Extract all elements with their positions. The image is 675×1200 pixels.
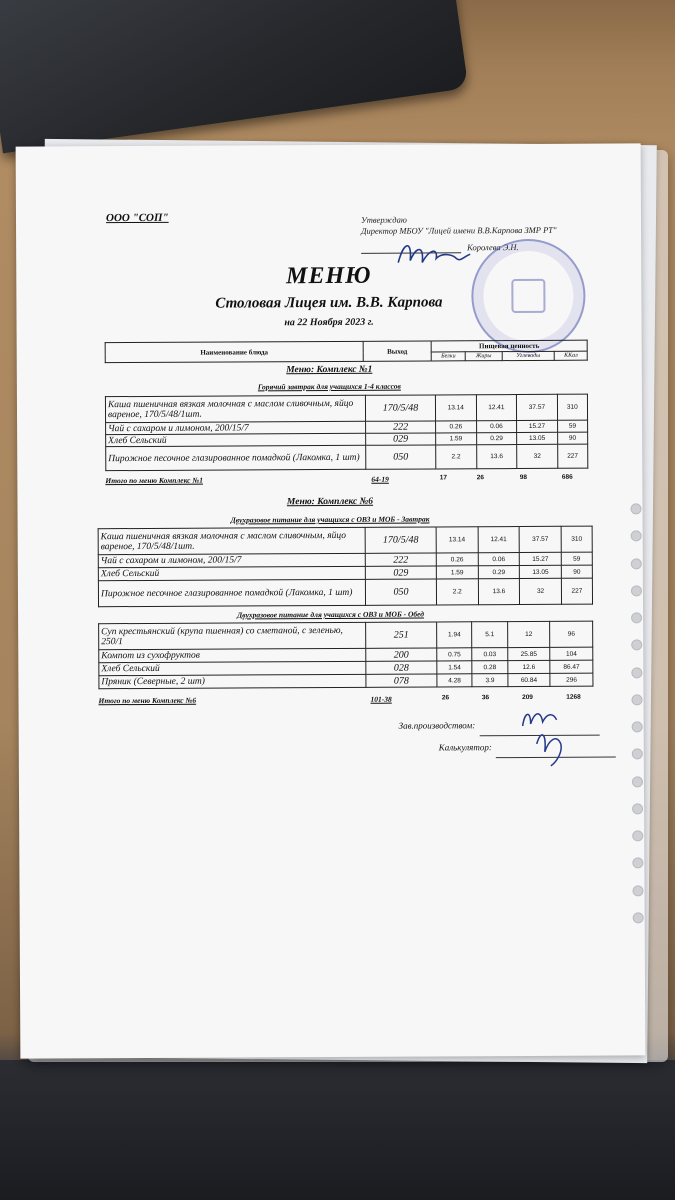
dish-kcal: 59 (557, 420, 587, 432)
dish-fats: 0.29 (476, 433, 517, 445)
dish-kcal: 86.47 (550, 660, 593, 673)
dish-output: 050 (365, 579, 436, 605)
dish-output: 050 (366, 445, 436, 469)
header-proteins: Белки (431, 352, 465, 361)
dish-proteins: 0.26 (436, 421, 477, 433)
dish-proteins: 4.28 (437, 674, 472, 687)
dish-name: Компот из сухофруктов (99, 648, 366, 662)
table-row (98, 526, 592, 555)
header-kcal: ККал (555, 351, 588, 360)
dish-proteins: 2.2 (436, 445, 477, 469)
total-kcal: 1268 (566, 693, 581, 701)
table-row (99, 673, 593, 689)
dish-carbs: 37.57 (517, 394, 558, 420)
header-carbs: Углеводы (502, 351, 555, 360)
total-output: 64-19 (371, 474, 389, 484)
dish-output: 170/5/48 (365, 395, 435, 421)
dish-proteins: 0.75 (437, 648, 472, 661)
menu1-table (105, 394, 588, 472)
table-row (106, 444, 588, 471)
dish-fats: 3.9 (472, 674, 507, 687)
binder-holes (630, 503, 648, 923)
header-fats: Жиры (465, 352, 501, 361)
dish-output: 170/5/48 (365, 527, 436, 553)
dish-name: Хлеб Сельский (98, 566, 365, 580)
dish-carbs: 25.85 (507, 647, 550, 660)
dish-kcal: 90 (557, 432, 587, 444)
dish-kcal: 310 (557, 394, 587, 420)
dish-output: 028 (366, 661, 437, 674)
dish-carbs: 15.27 (520, 552, 562, 565)
dish-proteins: 1.54 (437, 661, 472, 674)
dish-carbs: 37.57 (519, 526, 561, 552)
dish-proteins: 0.26 (436, 553, 478, 566)
dish-proteins: 1.94 (437, 622, 472, 648)
dish-output: 078 (366, 674, 437, 687)
total-fats: 26 (476, 474, 484, 482)
dish-kcal: 227 (561, 578, 592, 604)
menu6-lunch-table (98, 621, 593, 690)
organization-name: ООО "СОП" (105, 211, 169, 225)
dish-fats: 5.1 (472, 622, 507, 648)
dish-proteins: 1.59 (436, 566, 478, 579)
total-label: Итого по меню Комплекс №1 (105, 475, 203, 486)
menu1-title: Меню: Комплекс №1 (286, 364, 373, 376)
header-nutrition: Пищевая ценность (431, 340, 587, 352)
dish-name: Пирожное песочное глазированное помадкой (Лакомка, 1 шт) (106, 445, 366, 470)
total-carbs: 98 (519, 473, 527, 482)
dish-name: Пряник (Северные, 2 шт) (99, 674, 366, 688)
dish-name: Чай с сахаром и лимоном, 200/15/7 (98, 553, 365, 567)
dish-fats: 0.29 (478, 566, 520, 579)
dish-proteins: 13.14 (435, 395, 476, 421)
total-kcal: 686 (561, 473, 573, 481)
dish-carbs: 13.05 (517, 432, 558, 444)
dish-fats: 0.06 (476, 421, 517, 433)
dish-name: Хлеб Сельский (106, 433, 366, 446)
dish-carbs: 13.05 (520, 565, 562, 578)
dish-output: 029 (366, 433, 436, 445)
manager-label: Зав.производством: (398, 720, 476, 731)
dish-fats: 13.6 (478, 579, 520, 605)
dish-proteins: 13.14 (436, 527, 478, 553)
table-row (99, 621, 593, 650)
dish-fats: 0.28 (472, 661, 507, 674)
dish-carbs: 32 (520, 578, 562, 604)
table-header (105, 340, 588, 364)
total-fats: 36 (481, 694, 490, 702)
approval-position: Директор МБОУ "Лицей имени В.В.Карпова ЗМР РТ" (361, 224, 557, 236)
dish-kcal: 59 (561, 552, 592, 565)
dish-proteins: 1.59 (436, 433, 477, 445)
dish-name: Суп крестьянский (крупа пшенная) со сметаной, с зеленью, 250/1 (99, 622, 366, 649)
dish-name: Пирожное песочное глазированное помадкой (Лакомка, 1 шт) (98, 579, 365, 606)
dish-proteins: 2.2 (436, 579, 478, 605)
dish-name: Чай с сахаром и лимоном, 200/15/7 (106, 421, 366, 434)
dish-kcal: 104 (550, 647, 593, 660)
dish-kcal: 90 (561, 565, 592, 578)
dish-fats: 12.41 (478, 527, 520, 553)
dish-fats: 0.06 (478, 553, 520, 566)
laptop-background (0, 0, 468, 153)
total-proteins: 17 (439, 474, 447, 482)
table-row (98, 578, 592, 607)
menu-document (16, 143, 646, 1058)
page-title: МЕНЮ (286, 262, 372, 290)
dish-name: Каша пшеничная вязкая молочная с маслом сливочным, яйцо вареное, 170/5/48/1шт. (105, 395, 365, 422)
page-subtitle: Столовая Лицея им. В.В. Карпова (215, 294, 443, 312)
dish-kcal: 227 (557, 444, 587, 468)
menu6-title: Меню: Комплекс №6 (286, 496, 374, 508)
approval-label: Утверждаю (360, 214, 407, 225)
dish-carbs: 15.27 (517, 420, 558, 432)
dish-carbs: 12 (507, 621, 550, 647)
total-proteins: 26 (441, 694, 450, 702)
dish-carbs: 60.84 (508, 673, 551, 686)
total-output: 101-38 (370, 694, 392, 704)
handwritten-signatures (517, 704, 577, 774)
menu1-section: Горячий завтрак для учащихся 1-4 классов (257, 381, 401, 392)
header-dish: Наименование блюда (105, 341, 363, 362)
signature-block (399, 714, 616, 759)
dish-output: 222 (366, 421, 436, 433)
dish-kcal: 296 (550, 673, 593, 686)
menu6-breakfast-section: Двухразовое питание для учащихся с ОВЗ и МОБ - Завтрак (230, 514, 430, 525)
dish-fats: 12.41 (476, 395, 517, 421)
header-output: Выход (363, 341, 431, 361)
dish-carbs: 32 (517, 444, 558, 468)
dish-fats: 0.03 (472, 648, 507, 661)
menu-date: на 22 Ноября 2023 г. (284, 316, 374, 329)
dish-output: 222 (365, 553, 436, 566)
total-carbs: 209 (522, 693, 533, 701)
dish-name: Хлеб Сельский (99, 661, 366, 675)
dish-name: Каша пшеничная вязкая молочная с маслом сливочным, яйцо вареное, 170/5/48/1шт. (98, 527, 365, 554)
dish-kcal: 310 (561, 526, 592, 552)
dish-fats: 13.6 (476, 445, 517, 469)
dish-carbs: 12.6 (508, 660, 551, 673)
floor-background (0, 1060, 675, 1200)
total-label: Итого по меню Комплекс №6 (98, 695, 197, 706)
menu6-lunch-section: Двухразовое питание для учащихся с ОВЗ и МОБ - Обед (237, 609, 424, 620)
table-row (105, 394, 587, 423)
dish-output: 200 (366, 648, 437, 661)
calculator-label: Калькулятор: (438, 742, 492, 753)
dish-kcal: 96 (550, 621, 593, 647)
dish-output: 251 (366, 622, 437, 648)
menu1-total (105, 474, 588, 489)
menu6-breakfast-table (98, 526, 593, 608)
approval-name: Королева Э.Н. (467, 242, 519, 253)
dish-output: 029 (365, 566, 436, 579)
